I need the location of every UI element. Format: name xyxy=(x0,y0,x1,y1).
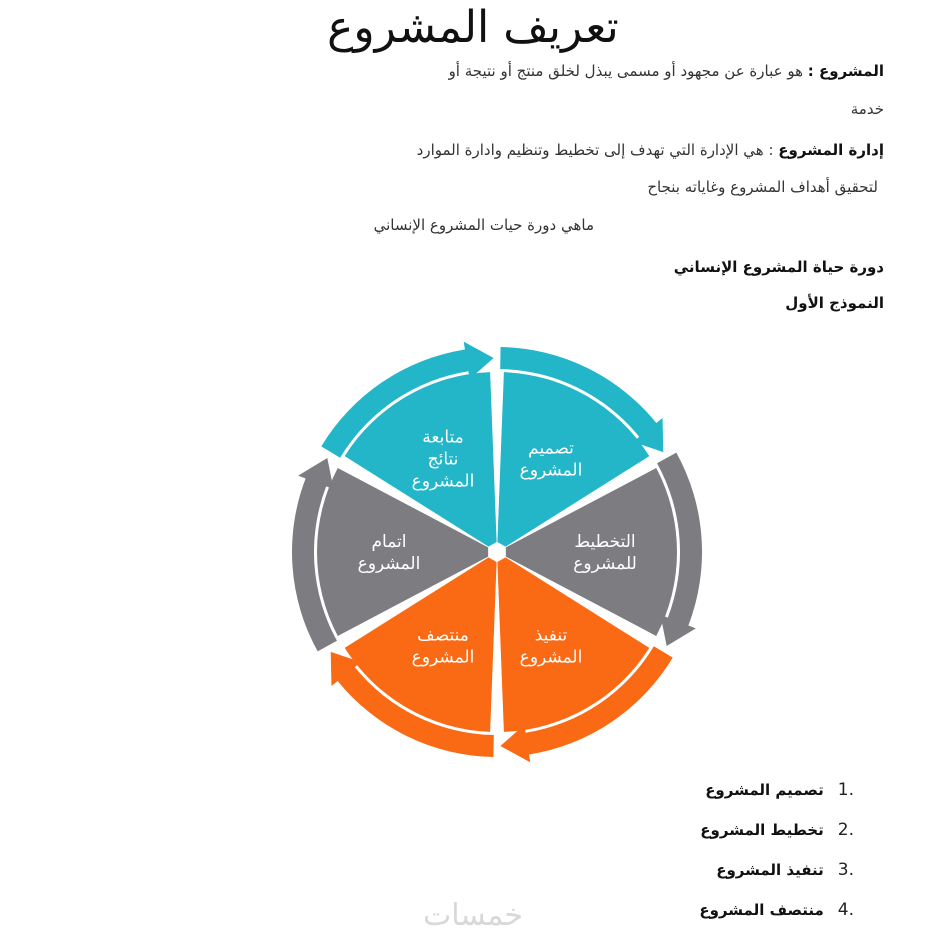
watermark: خمسات xyxy=(422,898,524,933)
term-management: إدارة المشروع xyxy=(778,141,884,159)
cycle-label: تصميم xyxy=(528,438,574,459)
definition-management-continued: لتحقيق أهداف المشروع وغاياته بنجاح xyxy=(647,178,878,196)
list-text: تصميم المشروع xyxy=(705,781,824,799)
cycle-label: اتمام xyxy=(371,532,407,552)
question-line: ماهي دورة حيات المشروع الإنساني xyxy=(373,216,594,234)
cycle-label: تنفيذ xyxy=(534,625,568,646)
cycle-label: المشروع xyxy=(411,647,475,668)
cycle-label: التخطيط xyxy=(574,532,636,552)
list-number: .2 xyxy=(837,820,854,840)
list-text: تنفيذ المشروع xyxy=(716,861,824,879)
cycle-label: للمشروع xyxy=(573,554,637,574)
list-item xyxy=(700,820,854,840)
list-number: .3 xyxy=(837,860,854,880)
definition-project-continued: خدمة xyxy=(850,100,884,118)
cycle-label: المشروع xyxy=(411,471,475,492)
list-text: تخطيط المشروع xyxy=(700,821,824,839)
list-item xyxy=(716,860,854,880)
list-item xyxy=(705,780,854,800)
list-number: .4 xyxy=(837,900,854,920)
definition-management xyxy=(417,141,884,159)
term-project: المشروع : xyxy=(807,62,884,80)
cycle-label: المشروع xyxy=(519,460,583,481)
definition-project xyxy=(449,62,884,80)
cycle-label: المشروع xyxy=(357,554,421,574)
section-heading: دورة حياة المشروع الإنساني xyxy=(673,258,884,276)
list-text: منتصف المشروع xyxy=(699,901,824,919)
page-title: تعريف المشروع xyxy=(327,2,619,53)
cycle-label: المشروع xyxy=(519,647,583,668)
project-lifecycle-diagram xyxy=(290,340,710,770)
model-label: النموذج الأول xyxy=(785,294,884,312)
cycle-label: متابعة xyxy=(422,427,464,448)
definition-management-text: : هي الإدارة التي تهدف إلى تخطيط وتنظيم وادارة الموارد xyxy=(416,141,774,159)
cycle-label: نتائج xyxy=(427,449,459,470)
list-number: .1 xyxy=(837,780,854,800)
cycle-label: منتصف xyxy=(417,625,469,646)
definition-project-text: هو عبارة عن مجهود أو مسمى يبذل لخلق منتج أو نتيجة أو xyxy=(448,62,803,80)
